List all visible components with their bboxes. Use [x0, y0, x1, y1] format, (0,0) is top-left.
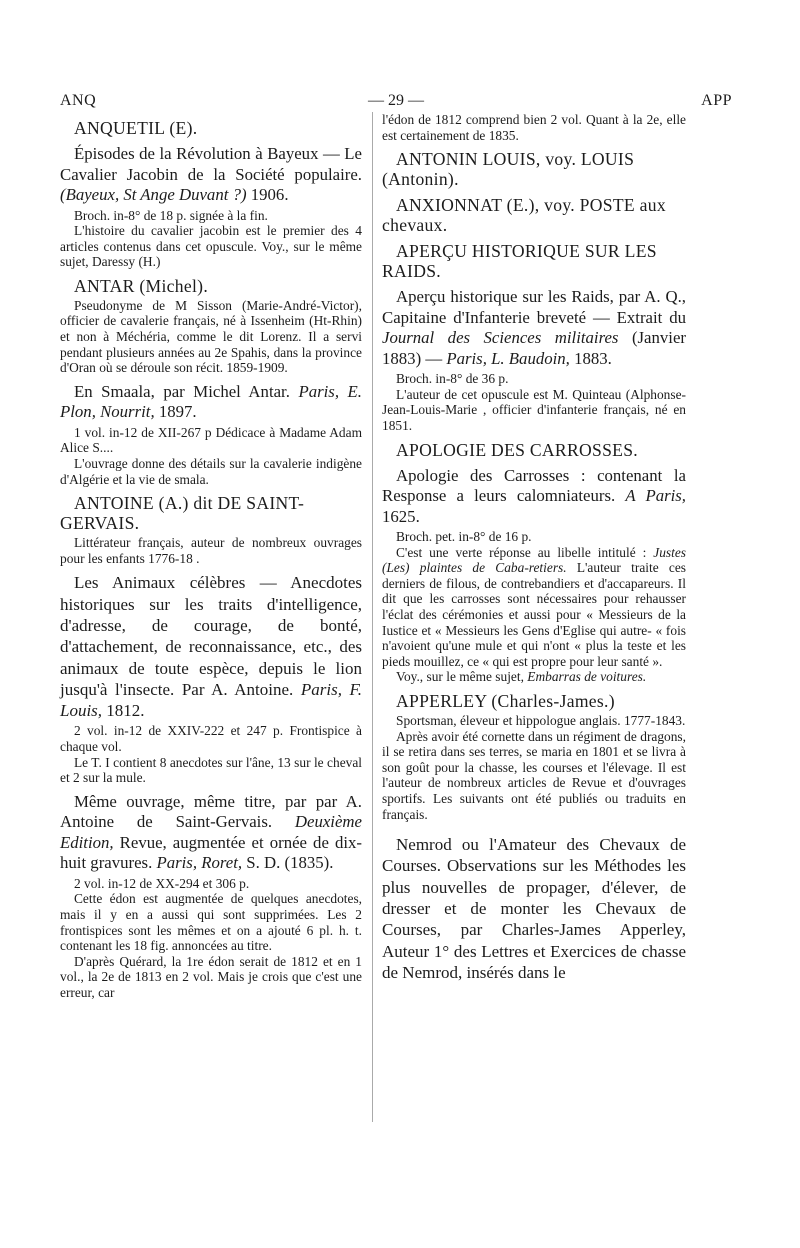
entry-anquetil	[60, 118, 362, 270]
entry-heading: APERÇU HISTORIQUE SUR LES RAIDS.	[382, 241, 657, 282]
left-column	[60, 112, 362, 1001]
entry-title: En Smaala, par Michel Antar. Paris, E. Plon, Nourrit, 1897.	[60, 381, 363, 422]
header-right-keyword: APP	[701, 92, 732, 109]
entry-note: Sportsman, éleveur et hippologue anglais. 1777-1843.	[396, 713, 686, 728]
entry-heading: APPERLEY (Charles-James.)	[396, 691, 615, 711]
entry-note: L'ouvrage donne des détails sur la cavalerie indigène d'Algérie et la vie de smala.	[60, 456, 362, 487]
entry-apologie	[382, 440, 686, 685]
entry-note: Littérateur français, auteur de nombreux ouvrages pour les enfants 1776-18 .	[60, 535, 362, 566]
entry-title: Épisodes de la Révolution à Bayeux — Le Cavalier Jacobin de la Société populaire. (Bayeux, St Ange Duvant ?) 1906.	[60, 144, 362, 204]
entry-note: L'auteur de cet opuscule est M. Quinteau (Alphonse-Jean-Louis-Marie , officier d'infanterie français, né en 1851.	[382, 386, 686, 433]
entry-antar	[60, 276, 362, 487]
entry-heading: ANTONIN LOUIS, voy. LOUIS (Antonin).	[382, 149, 635, 190]
entry-heading: ANTAR (Michel).	[74, 275, 209, 296]
entry-heading: ANTOINE (A.) dit DE SAINT-GERVAIS.	[60, 493, 305, 534]
entry-note: Broch. in-8° de 36 p.	[396, 371, 509, 387]
entry-antoine	[60, 493, 362, 1000]
entry-note: Broch. in-8° de 18 p. signée à la fin.	[74, 207, 268, 223]
entry-title: Même ouvrage, même titre, par par A. Antoine de Saint-Gervais. Deuxième Edition, Revue, augmentée et ornée de dix-huit gravures. Paris, Roret, S. D. (1835).	[60, 791, 362, 873]
entry-title: Les Animaux célèbres — Anecdotes historiques sur les traits d'intelligence, d'adresse, de courage, de bonté, d'attachement, de reconnaissance, etc., des animaux de toute espèce, depuis le lion jusqu'à l'insecte. Par A. Antoine. Paris, F. Louis, 1812.	[60, 573, 362, 721]
entry-note: Le T. I contient 8 anecdotes sur l'âne, 13 sur le cheval et 2 sur la mule.	[60, 754, 362, 786]
entry-apercu	[382, 241, 686, 433]
column-divider	[372, 112, 373, 1122]
entry-title: Aperçu historique sur les Raids, par A. Q., Capitaine d'Infanterie breveté — Extrait du Journal des Sciences militaires (Janvier 1883) — Paris, L. Baudoin, 1883.	[382, 287, 686, 368]
page-header	[60, 92, 732, 114]
entry-note: C'est une verte réponse au libelle intitulé : Justes (Les) plaintes de Caba-retiers. L'auteur traite ces derniers de filous, de contrebandiers et d'accapareurs. Il dit que les carrosses sont nécessaires pour rehausser l'éclat des cérémonies et aussi pour « Messieurs de la Iustice et « Messieurs les Gens d'Eglise qui autre- « fois n'avoient qu'une mule et qui n'ont « plus la teste et les pieds mouillez, ce « qui est propre pour leur santé ».	[382, 544, 686, 669]
entry-heading: ANXIONNAT (E.), voy. POSTE aux chevaux.	[382, 195, 666, 236]
entry-note: Après avoir été cornette dans un régiment de dragons, il se retira dans ses terres, se maria en 1801 et se livra à son goût pour la chasse, les courses et l'élevage. Il est l'auteur de nombreux articles de Revue et d'ouvrages sportifs. Les suivants ont été publiés ou traduits en français.	[382, 728, 686, 822]
entry-note: Pseudonyme de M Sisson (Marie-André-Victor), officier de cavalerie français, né à Issenheim (Ht-Rhin) et non à Méchéria, comme le dit Lorenz. Il a servi pendant plusieurs années au 2e Spahis, dans la province d'Oran où se déroule son récit. 1859-1909.	[60, 297, 362, 376]
entry-note: Broch. pet. in-8° de 16 p.	[396, 529, 532, 545]
right-column	[382, 112, 686, 985]
entry-note: 2 vol. in-12 de XX-294 et 306 p.	[74, 875, 250, 891]
entry-note: D'après Quérard, la 1re édon serait de 1812 et en 1 vol., la 2e de 1813 en 2 vol. Mais je crois que c'est une erreur, car	[60, 953, 362, 1001]
entry-note: 2 vol. in-12 de XXIV-222 et 247 p. Frontispice à chaque vol.	[60, 723, 362, 755]
entry-heading: ANQUETIL (E).	[74, 118, 198, 138]
continued-note: l'édon de 1812 comprend bien 2 vol. Quant à la 2e, elle est certainement de 1835.	[382, 112, 686, 143]
entry-title: Apologie des Carrosses : contenant la Response a leurs calomniateurs. A Paris, 1625.	[382, 465, 687, 526]
page-number: — 29 —	[368, 92, 424, 109]
entry-apperley	[382, 691, 686, 983]
entry-note: L'histoire du cavalier jacobin est le premier des 4 articles contenus dans cet opuscule. Voy., sur le même sujet, Daressy (H.)	[60, 223, 362, 270]
entry-note: 1 vol. in-12 de XII-267 p Dédicace à Madame Adam Alice S....	[60, 424, 362, 456]
entry-title: Nemrod ou l'Amateur des Chevaux de Courses. Observations sur les Méthodes les plus nouvelles de propager, d'élever, de dresser et de monter les Chevaux de Courses, par Charles-James Apperley, Auteur 1° des Lettres et Exercices de chasse de Nemrod, insérés dans le	[382, 835, 686, 982]
entry-note: Cette édon est augmentée de quelques anecdotes, mais il y en a aussi qui sont supprimées. Les 2 frontispices sont les mêmes et on a ajouté 6 pl. h. t. contenant les 18 fig. annoncées au titre.	[60, 891, 362, 954]
entry-note: Voy., sur le même sujet, Embarras de voitures.	[396, 669, 647, 685]
entry-heading: APOLOGIE DES CARROSSES.	[396, 439, 639, 460]
header-left-keyword: ANQ	[60, 92, 97, 109]
